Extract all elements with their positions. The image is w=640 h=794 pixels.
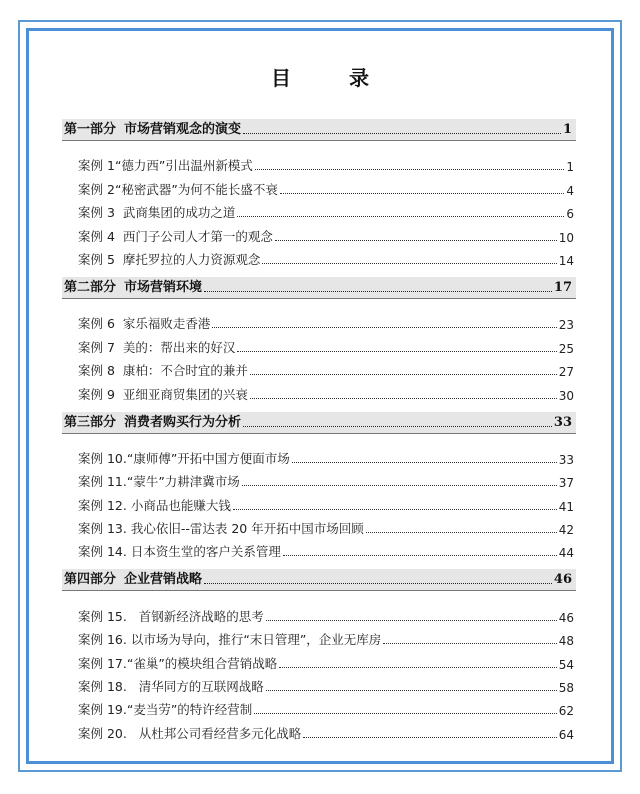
section-part-label: 第三部分: [64, 414, 117, 430]
toc-entry[interactable]: [62, 514, 576, 537]
section-part-label: 第二部分: [64, 279, 117, 295]
case-title: “雀巢”的模块组合营销战略: [126, 655, 278, 671]
toc-entry[interactable]: [62, 672, 576, 695]
leader-dots: [254, 713, 556, 714]
leader-dots: [237, 351, 556, 352]
leader-dots: [366, 532, 557, 533]
section-heading[interactable]: [62, 412, 576, 434]
toc-entry[interactable]: [62, 245, 576, 268]
case-number: 案例 1: [78, 158, 115, 174]
case-spacer: [127, 610, 139, 625]
case-number: 案例 15.: [78, 608, 127, 624]
toc-entry[interactable]: [62, 444, 576, 467]
toc-entry[interactable]: [62, 151, 576, 174]
case-spacer: [115, 388, 123, 403]
case-number: 案例 11.: [78, 474, 127, 490]
case-page-number: 1: [566, 160, 574, 175]
section-title: 消费者购买行为分析: [124, 414, 242, 430]
case-title: “麦当劳”的特许经营制: [126, 702, 253, 718]
case-spacer: [115, 364, 123, 379]
case-title: 以市场为导向，推行“末日管理”，企业无库房: [130, 632, 382, 648]
leader-dots: [233, 509, 557, 510]
case-title: 美的：帮出来的好汉: [122, 339, 236, 355]
case-list: [62, 141, 576, 272]
leader-dots: [255, 169, 564, 170]
case-number: 案例 10.: [78, 450, 127, 466]
case-number: 案例 7: [78, 339, 115, 355]
case-number: 案例 2: [78, 181, 115, 197]
leader-dots: [383, 643, 556, 644]
case-title: 摩托罗拉的人力资源观念: [122, 251, 261, 267]
toc-entry[interactable]: [62, 695, 576, 718]
toc-entry[interactable]: [62, 601, 576, 624]
case-number: 案例 17.: [78, 655, 127, 671]
case-page-number: 14: [558, 253, 574, 268]
case-page-number: 41: [558, 499, 574, 514]
case-spacer: [115, 341, 123, 356]
case-page-number: 42: [558, 523, 574, 538]
toc-entry[interactable]: [62, 467, 576, 490]
toc-entry[interactable]: [62, 537, 576, 560]
case-number: 案例 12.: [78, 497, 127, 513]
case-number: 案例 16.: [78, 632, 127, 648]
case-title: 日本资生堂的客户关系管理: [130, 544, 281, 560]
case-number: 案例 8: [78, 363, 115, 379]
section-title: 企业营销战略: [124, 572, 203, 588]
section-page-number: 33: [553, 414, 572, 430]
case-spacer: [115, 317, 123, 332]
case-page-number: 44: [558, 546, 574, 561]
section-heading[interactable]: [62, 277, 576, 299]
title-char-2: 录: [349, 66, 369, 90]
case-page-number: 27: [558, 365, 574, 380]
leader-dots: [275, 240, 557, 241]
toc-entry[interactable]: [62, 490, 576, 513]
case-title: 我心依旧--雷达表 20 年开拓中国市场回顾: [130, 521, 364, 537]
case-list: [62, 591, 576, 745]
case-list: [62, 434, 576, 565]
case-number: 案例 20.: [78, 725, 127, 741]
leader-dots: [242, 485, 557, 486]
section-title: 市场营销环境: [124, 279, 203, 295]
toc-entry[interactable]: [62, 648, 576, 671]
case-title: 武商集团的成功之道: [122, 205, 236, 221]
case-page-number: 6: [566, 207, 574, 222]
case-title: 小商品也能赚大钱: [130, 497, 231, 513]
case-title: “康师傅”开拓中国方便面市场: [126, 450, 290, 466]
leader-dots: [280, 193, 564, 194]
leader-dots: [279, 667, 556, 668]
toc-entry[interactable]: [62, 221, 576, 244]
leader-dots: [292, 462, 557, 463]
toc-entry[interactable]: [62, 625, 576, 648]
leader-dots: [250, 374, 557, 375]
case-page-number: 54: [558, 657, 574, 672]
case-title: “德力西”引出温州新模式: [114, 158, 253, 174]
toc-entry[interactable]: [62, 174, 576, 197]
section-heading[interactable]: [62, 569, 576, 591]
section-part-label: 第一部分: [64, 122, 117, 137]
page-title: [0, 62, 640, 91]
section-page-number: 46: [553, 572, 572, 588]
toc-entry[interactable]: [62, 356, 576, 379]
leader-dots: [262, 263, 556, 264]
leader-dots: [212, 327, 556, 328]
section-part-label: 第四部分: [64, 572, 117, 588]
case-number: 案例 6: [78, 316, 115, 332]
leader-dots: [204, 583, 552, 584]
case-page-number: 4: [566, 183, 574, 198]
case-title: “蒙牛”力耕津冀市场: [126, 474, 240, 490]
case-title: 家乐福败走香港: [122, 316, 211, 332]
leader-dots: [243, 426, 552, 427]
case-number: 案例 19.: [78, 702, 127, 718]
case-title: 亚细亚商贸集团的兴衰: [122, 386, 248, 402]
section-heading[interactable]: [62, 119, 576, 141]
case-spacer: [127, 727, 139, 742]
case-page-number: 30: [558, 388, 574, 403]
case-number: 案例 5: [78, 251, 115, 267]
toc-entry[interactable]: [62, 718, 576, 741]
case-number: 案例 9: [78, 386, 115, 402]
case-number: 案例 4: [78, 228, 115, 244]
case-spacer: [115, 230, 123, 245]
case-page-number: 25: [558, 341, 574, 356]
leader-dots: [237, 216, 564, 217]
case-spacer: [115, 253, 123, 268]
case-title: 西门子公司人才第一的观念: [122, 228, 273, 244]
table-of-contents: [62, 114, 576, 746]
case-page-number: 48: [558, 634, 574, 649]
case-spacer: [115, 206, 123, 221]
section-page-number: 17: [553, 279, 572, 295]
case-title: “秘密武器”为何不能长盛不衰: [114, 181, 278, 197]
case-list: [62, 299, 576, 407]
toc-entry[interactable]: [62, 309, 576, 332]
toc-entry[interactable]: [62, 332, 576, 355]
case-title: 清华同方的互联网战略: [138, 679, 264, 695]
leader-dots: [266, 620, 557, 621]
case-page-number: 23: [558, 318, 574, 333]
case-page-number: 37: [558, 476, 574, 491]
case-page-number: 46: [558, 610, 574, 625]
section-page-number: 1: [562, 122, 572, 137]
case-page-number: 33: [558, 452, 574, 467]
leader-dots: [243, 133, 561, 134]
case-title: 从杜邦公司看经营多元化战略: [138, 725, 302, 741]
case-number: 案例 13.: [78, 521, 127, 537]
case-page-number: 62: [558, 704, 574, 719]
leader-dots: [204, 291, 552, 292]
case-page-number: 10: [558, 230, 574, 245]
leader-dots: [266, 690, 557, 691]
case-page-number: 58: [558, 681, 574, 696]
toc-entry[interactable]: [62, 379, 576, 402]
leader-dots: [283, 555, 557, 556]
title-char-1: 目: [271, 66, 291, 90]
case-title: 首钢新经济战略的思考: [138, 608, 264, 624]
leader-dots: [303, 737, 556, 738]
case-number: 案例 14.: [78, 544, 127, 560]
case-spacer: [127, 680, 139, 695]
section-title: 市场营销观念的演变: [124, 122, 242, 137]
toc-entry[interactable]: [62, 198, 576, 221]
case-number: 案例 18.: [78, 679, 127, 695]
case-title: 康柏：不合时宜的兼并: [122, 363, 248, 379]
case-page-number: 64: [558, 727, 574, 742]
case-number: 案例 3: [78, 205, 115, 221]
leader-dots: [250, 398, 557, 399]
